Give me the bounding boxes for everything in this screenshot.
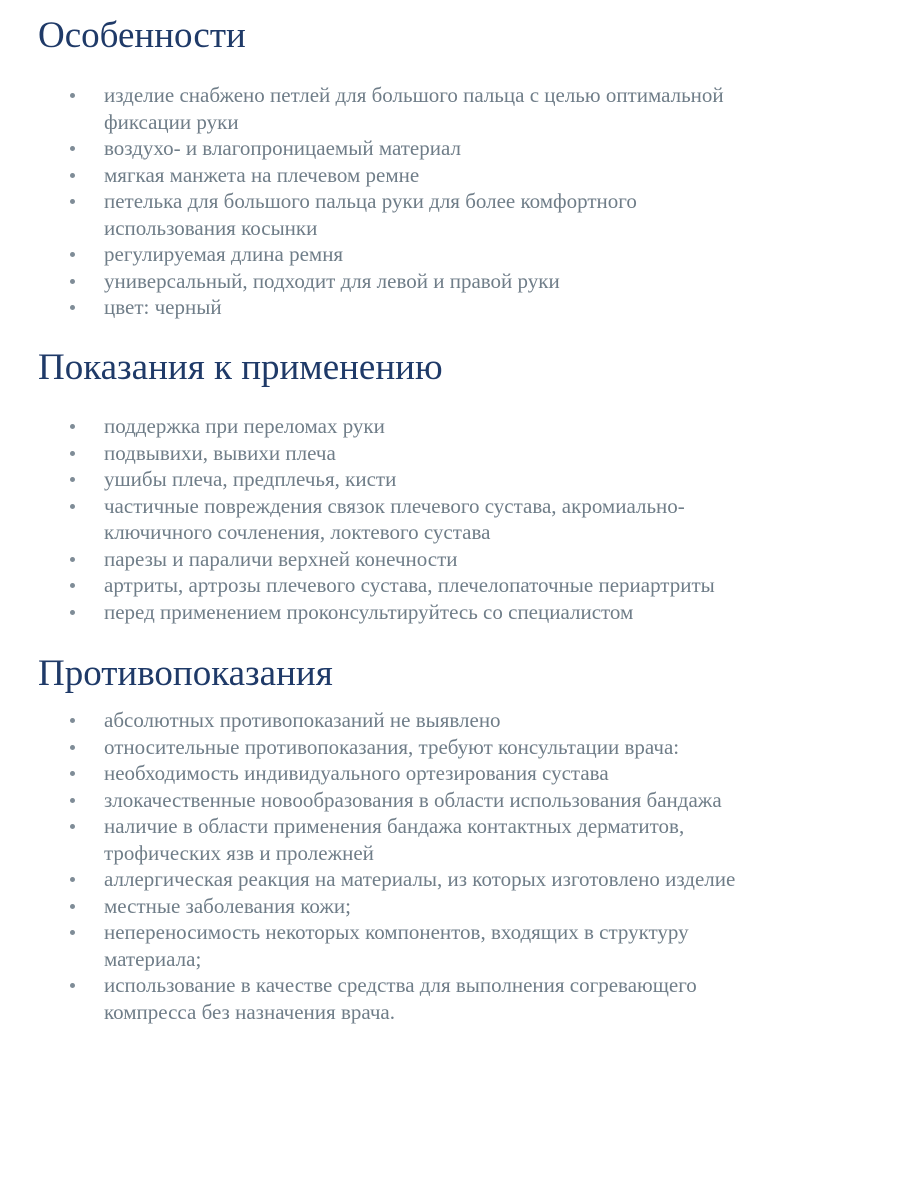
bullet-dot-icon (70, 557, 75, 562)
bullet-dot-icon (70, 477, 75, 482)
features-heading: Особенности (38, 15, 246, 56)
list-item-text: воздухо- и влагопроницаемый материал (104, 136, 461, 160)
bullet-dot-icon (70, 451, 75, 456)
list-item (0, 493, 900, 546)
list-item (0, 188, 900, 241)
list-item-text: регулируемая длина ремня (104, 242, 344, 266)
list-item (0, 241, 900, 268)
bullet-dot-icon (70, 305, 75, 310)
bullet-dot-icon (70, 904, 75, 909)
list-item-text: наличие в области применения бандажа контактных дерматитов, (104, 814, 685, 838)
list-item-text: непереносимость некоторых компонентов, входящих в структуру (104, 920, 689, 944)
list-item (0, 972, 900, 1025)
list-item (0, 893, 900, 920)
bullet-dot-icon (70, 718, 75, 723)
contraindications-list (0, 707, 900, 1025)
list-item-text: использование в качестве средства для выполнения согревающего (104, 973, 697, 997)
list-item-text: злокачественные новообразования в области использования бандажа (104, 787, 722, 812)
list-item-text: подвывихи, вывихи плеча (104, 440, 336, 465)
bullet-dot-icon (70, 610, 75, 615)
list-item (0, 866, 900, 893)
list-item (0, 413, 900, 440)
list-item (0, 813, 900, 866)
list-item (0, 294, 900, 321)
bullet-dot-icon (70, 504, 75, 509)
list-item-text: фиксации руки (104, 109, 239, 134)
list-item (0, 787, 900, 814)
list-item-text: петелька для большого пальца руки для более комфортного (104, 189, 637, 213)
list-item-text: цвет: черный (104, 295, 222, 319)
list-item (0, 572, 900, 599)
list-item-text: аллергическая реакция на материалы, из которых изготовлено изделие (104, 867, 736, 891)
bullet-dot-icon (70, 930, 75, 935)
bullet-dot-icon (70, 279, 75, 284)
list-item-text: ключичного сочленения, локтевого сустава (104, 520, 491, 544)
list-item (0, 466, 900, 493)
list-item-text: местные заболевания кожи; (104, 893, 351, 918)
bullet-dot-icon (70, 745, 75, 750)
bullet-dot-icon (70, 583, 75, 588)
bullet-dot-icon (70, 424, 75, 429)
list-item (0, 707, 900, 734)
bullet-dot-icon (70, 173, 75, 178)
list-item-text: компресса без назначения врача. (104, 999, 395, 1024)
list-item-text: использования косынки (104, 215, 318, 240)
features-list (0, 82, 900, 321)
list-item-text: необходимость индивидуального ортезирования сустава (104, 761, 609, 785)
bullet-dot-icon (70, 771, 75, 776)
list-item-text: парезы и параличи верхней конечности (104, 546, 458, 571)
list-item-text: ушибы плеча, предплечья, кисти (104, 467, 397, 491)
indications-list (0, 413, 900, 625)
list-item (0, 599, 900, 626)
list-item-text: универсальный, подходит для левой и правой руки (104, 268, 560, 293)
list-item (0, 734, 900, 761)
bullet-dot-icon (70, 798, 75, 803)
bullet-dot-icon (70, 93, 75, 98)
bullet-dot-icon (70, 146, 75, 151)
bullet-dot-icon (70, 877, 75, 882)
list-item-text: перед применением проконсультируйтесь со специалистом (104, 599, 634, 624)
list-item-text: мягкая манжета на плечевом ремне (104, 162, 420, 187)
list-item (0, 919, 900, 972)
bullet-dot-icon (70, 983, 75, 988)
contraindications-heading: Противопоказания (38, 653, 333, 694)
list-item-text: трофических язв и пролежней (104, 840, 374, 865)
list-item-text: материала; (104, 946, 202, 971)
list-item (0, 135, 900, 162)
list-item (0, 162, 900, 189)
list-item (0, 268, 900, 295)
bullet-dot-icon (70, 199, 75, 204)
list-item (0, 82, 900, 135)
bullet-dot-icon (70, 252, 75, 257)
list-item-text: абсолютных противопоказаний не выявлено (104, 708, 501, 732)
list-item-text: изделие снабжено петлей для большого пальца с целью оптимальной (104, 83, 724, 107)
list-item-text: поддержка при переломах руки (104, 414, 385, 438)
bullet-dot-icon (70, 824, 75, 829)
list-item (0, 440, 900, 467)
list-item (0, 546, 900, 573)
list-item (0, 760, 900, 787)
list-item-text: частичные повреждения связок плечевого сустава, акромиально- (104, 493, 685, 518)
indications-heading: Показания к применению (38, 347, 443, 388)
list-item-text: артриты, артрозы плечевого сустава, плечелопаточные периартриты (104, 573, 715, 597)
list-item-text: относительные противопоказания, требуют консультации врача: (104, 734, 680, 759)
